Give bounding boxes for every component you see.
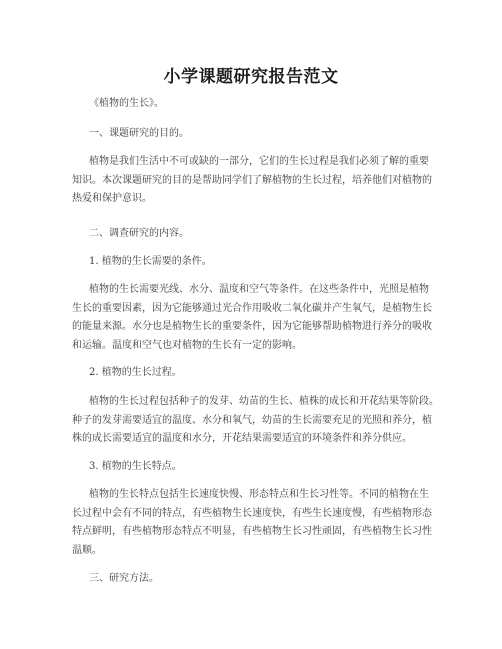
- item-heading-conditions: 1. 植物的生长需要的条件。: [89, 256, 212, 267]
- section-purpose-body: [72, 153, 432, 209]
- item-heading-process: 2. 植物的生长过程。: [89, 367, 182, 378]
- paragraph-line: 生长的重要因素，因为它能够通过光合作用吸收二氧化碳并产生氧气，是植物生长: [72, 302, 432, 314]
- paragraph-line: 长过程中会有不同的特点，有些植物生长速度快，有些生长速度慢，有些植物形态: [72, 507, 432, 519]
- paragraph-line: 种子的发芽需要适宜的温度、水分和氧气，幼苗的生长需要充足的光照和养分，植: [72, 414, 432, 426]
- paragraph-line: 植物的生长需要光线、水分、温度和空气等条件。在这些条件中，光照是植物: [89, 284, 429, 295]
- section-heading-method: 三、研究方法。: [89, 573, 159, 584]
- paragraph-line: 知识。本次课题研究的目的是帮助同学们了解植物的生长过程，培养他们对植物的: [72, 174, 432, 186]
- section-heading-content: 二、调查研究的内容。: [89, 228, 189, 239]
- paragraph-line: 植物的生长特点包括生长速度快慢、形态特点和生长习性等。不同的植物在生: [89, 489, 429, 500]
- paragraph-line: 特点鲜明，有些植物形态特点不明显，有些植物生长习性顽固，有些植物生长习性: [72, 526, 432, 537]
- item-process-body: [72, 393, 439, 449]
- paragraph-line: 的能量来源。水分也是植物生长的重要条件，因为它能够帮助植物进行养分的吸收: [72, 321, 432, 332]
- section-heading-purpose: 一、课题研究的目的。: [89, 128, 189, 139]
- item-features-body: [72, 486, 432, 560]
- item-heading-features: 3. 植物的生长特点。: [89, 461, 182, 472]
- paragraph-line: 植物是我们生活中不可或缺的一部分，它们的生长过程是我们必须了解的重要: [89, 156, 429, 167]
- paragraph-line: 植物的生长过程包括种子的发芽、幼苗的生长、植株的成长和开花结果等阶段。: [89, 396, 439, 407]
- item-conditions-body: [72, 281, 432, 355]
- paragraph-line: 温顺。: [72, 544, 102, 556]
- topic-subtitle: 《植物的生长》。: [89, 98, 164, 109]
- paragraph-line: 热爱和保护意识。: [72, 193, 152, 204]
- document-title: 小学课题研究报告范文: [163, 67, 339, 87]
- paragraph-line: 和运输。温度和空气也对植物的生长有一定的影响。: [72, 339, 302, 351]
- paragraph-line: 株的成长需要适宜的温度和水分，开花结果需要适宜的环境条件和养分供应。: [72, 433, 412, 444]
